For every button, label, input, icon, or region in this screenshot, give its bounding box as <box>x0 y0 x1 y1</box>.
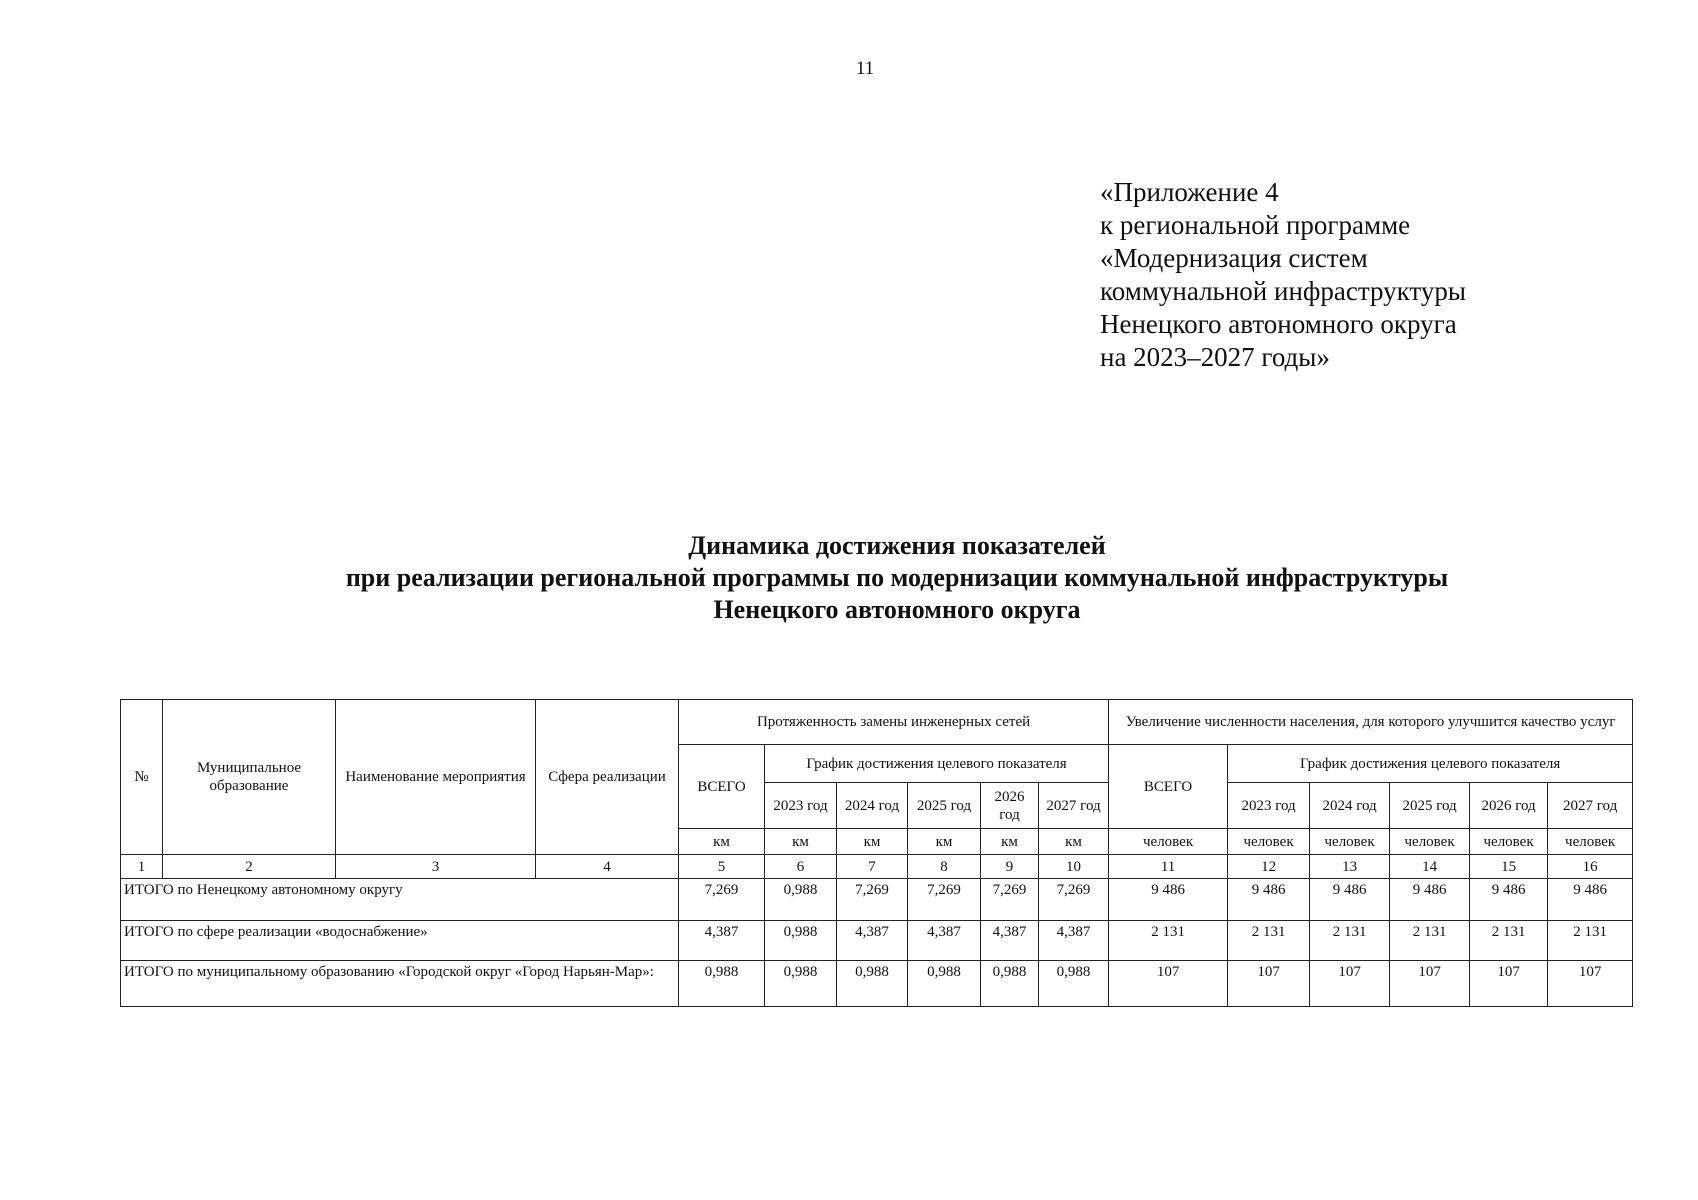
unit-people: человек <box>1470 829 1548 855</box>
title-line: при реализации региональной программы по модернизации коммунальной инфраструктуры <box>345 563 1449 592</box>
table-cell: 4,387 <box>679 921 765 961</box>
table-cell: 107 <box>1548 961 1633 1007</box>
table-cell: 9 486 <box>1470 879 1548 921</box>
unit-people: человек <box>1228 829 1310 855</box>
column-number: 9 <box>981 855 1039 879</box>
column-number: 10 <box>1039 855 1109 879</box>
table-row <box>121 921 1633 961</box>
header-year: 2024 год <box>837 783 908 829</box>
table-cell: 0,988 <box>765 921 837 961</box>
header-schedule-km: График достижения целевого показателя <box>765 745 1109 783</box>
table-cell: 2 131 <box>1548 921 1633 961</box>
header-num: № <box>121 700 163 855</box>
row-label: ИТОГО по муниципальному образованию «Городской округ «Город Нарьян-Мар»: <box>121 961 679 1007</box>
unit-km: км <box>765 829 837 855</box>
table-cell: 7,269 <box>981 879 1039 921</box>
table-cell: 9 486 <box>1228 879 1310 921</box>
unit-km: км <box>1039 829 1109 855</box>
header-population-group: Увеличение численности населения, для которого улучшится качество услуг <box>1109 700 1633 745</box>
appendix-note <box>1100 176 1466 374</box>
table-row <box>121 961 1633 1007</box>
table-cell: 9 486 <box>1390 879 1470 921</box>
table-cell: 2 131 <box>1109 921 1228 961</box>
table-cell: 9 486 <box>1109 879 1228 921</box>
header-total-km: ВСЕГО <box>679 745 765 829</box>
table-cell: 7,269 <box>908 879 981 921</box>
indicators-table <box>120 699 1633 1007</box>
column-number: 15 <box>1470 855 1548 879</box>
table-cell: 9 486 <box>1548 879 1633 921</box>
column-number: 4 <box>536 855 679 879</box>
column-number: 8 <box>908 855 981 879</box>
title-line: Ненецкого автономного округа <box>713 595 1081 624</box>
table-cell: 0,988 <box>765 879 837 921</box>
column-number: 6 <box>765 855 837 879</box>
column-number: 2 <box>163 855 336 879</box>
header-total-people: ВСЕГО <box>1109 745 1228 829</box>
table-cell: 7,269 <box>837 879 908 921</box>
header-event: Наименование мероприятия <box>336 700 536 855</box>
table-cell: 4,387 <box>1039 921 1109 961</box>
header-networks-group: Протяженность замены инженерных сетей <box>679 700 1109 745</box>
table-row <box>121 879 1633 921</box>
row-label: ИТОГО по Ненецкому автономному округу <box>121 879 679 921</box>
header-municipality: Муниципальное образование <box>163 700 336 855</box>
header-year: 2024 год <box>1310 783 1390 829</box>
column-number: 5 <box>679 855 765 879</box>
table-cell: 107 <box>1470 961 1548 1007</box>
column-number: 13 <box>1310 855 1390 879</box>
unit-km: км <box>679 829 765 855</box>
appendix-line: «Модернизация систем <box>1100 243 1368 273</box>
unit-km: км <box>837 829 908 855</box>
table-cell: 0,988 <box>765 961 837 1007</box>
table-cell: 4,387 <box>981 921 1039 961</box>
column-number: 11 <box>1109 855 1228 879</box>
column-number: 16 <box>1548 855 1633 879</box>
appendix-line: «Приложение 4 <box>1100 177 1279 207</box>
appendix-line: к региональной программе <box>1100 210 1411 240</box>
appendix-line: на 2023–2027 годы» <box>1100 342 1330 372</box>
header-year: 2025 год <box>1390 783 1470 829</box>
table-cell: 107 <box>1228 961 1310 1007</box>
column-number: 1 <box>121 855 163 879</box>
unit-people: человек <box>1390 829 1470 855</box>
column-number: 3 <box>336 855 536 879</box>
column-number: 14 <box>1390 855 1470 879</box>
table-cell: 7,269 <box>679 879 765 921</box>
table-cell: 107 <box>1310 961 1390 1007</box>
table-cell: 2 131 <box>1470 921 1548 961</box>
table-cell: 4,387 <box>908 921 981 961</box>
table-cell: 0,988 <box>908 961 981 1007</box>
table-cell: 9 486 <box>1310 879 1390 921</box>
unit-people: человек <box>1109 829 1228 855</box>
column-number: 7 <box>837 855 908 879</box>
header-year: 2027 год <box>1548 783 1633 829</box>
table-cell: 2 131 <box>1390 921 1470 961</box>
header-year: 2023 год <box>765 783 837 829</box>
unit-km: км <box>981 829 1039 855</box>
table-cell: 2 131 <box>1228 921 1310 961</box>
document-title <box>0 530 1698 626</box>
table-cell: 0,988 <box>679 961 765 1007</box>
header-year: 2027 год <box>1039 783 1109 829</box>
table-cell: 0,988 <box>1039 961 1109 1007</box>
title-line: Динамика достижения показателей <box>688 531 1106 560</box>
table-cell: 0,988 <box>837 961 908 1007</box>
unit-people: человек <box>1310 829 1390 855</box>
appendix-line: Ненецкого автономного округа <box>1100 309 1457 339</box>
header-year: 2026 год <box>981 783 1039 829</box>
header-sphere: Сфера реализации <box>536 700 679 855</box>
unit-km: км <box>908 829 981 855</box>
header-year: 2026 год <box>1470 783 1548 829</box>
table-cell: 2 131 <box>1310 921 1390 961</box>
appendix-line: коммунальной инфраструктуры <box>1100 276 1466 306</box>
table-cell: 0,988 <box>981 961 1039 1007</box>
column-number: 12 <box>1228 855 1310 879</box>
table-cell: 4,387 <box>837 921 908 961</box>
header-schedule-people: График достижения целевого показателя <box>1228 745 1633 783</box>
table-cell: 107 <box>1109 961 1228 1007</box>
header-year: 2025 год <box>908 783 981 829</box>
page-number: 11 <box>855 58 875 79</box>
table-cell: 7,269 <box>1039 879 1109 921</box>
table-cell: 107 <box>1390 961 1470 1007</box>
header-year: 2023 год <box>1228 783 1310 829</box>
row-label: ИТОГО по сфере реализации «водоснабжение» <box>121 921 679 961</box>
unit-people: человек <box>1548 829 1633 855</box>
